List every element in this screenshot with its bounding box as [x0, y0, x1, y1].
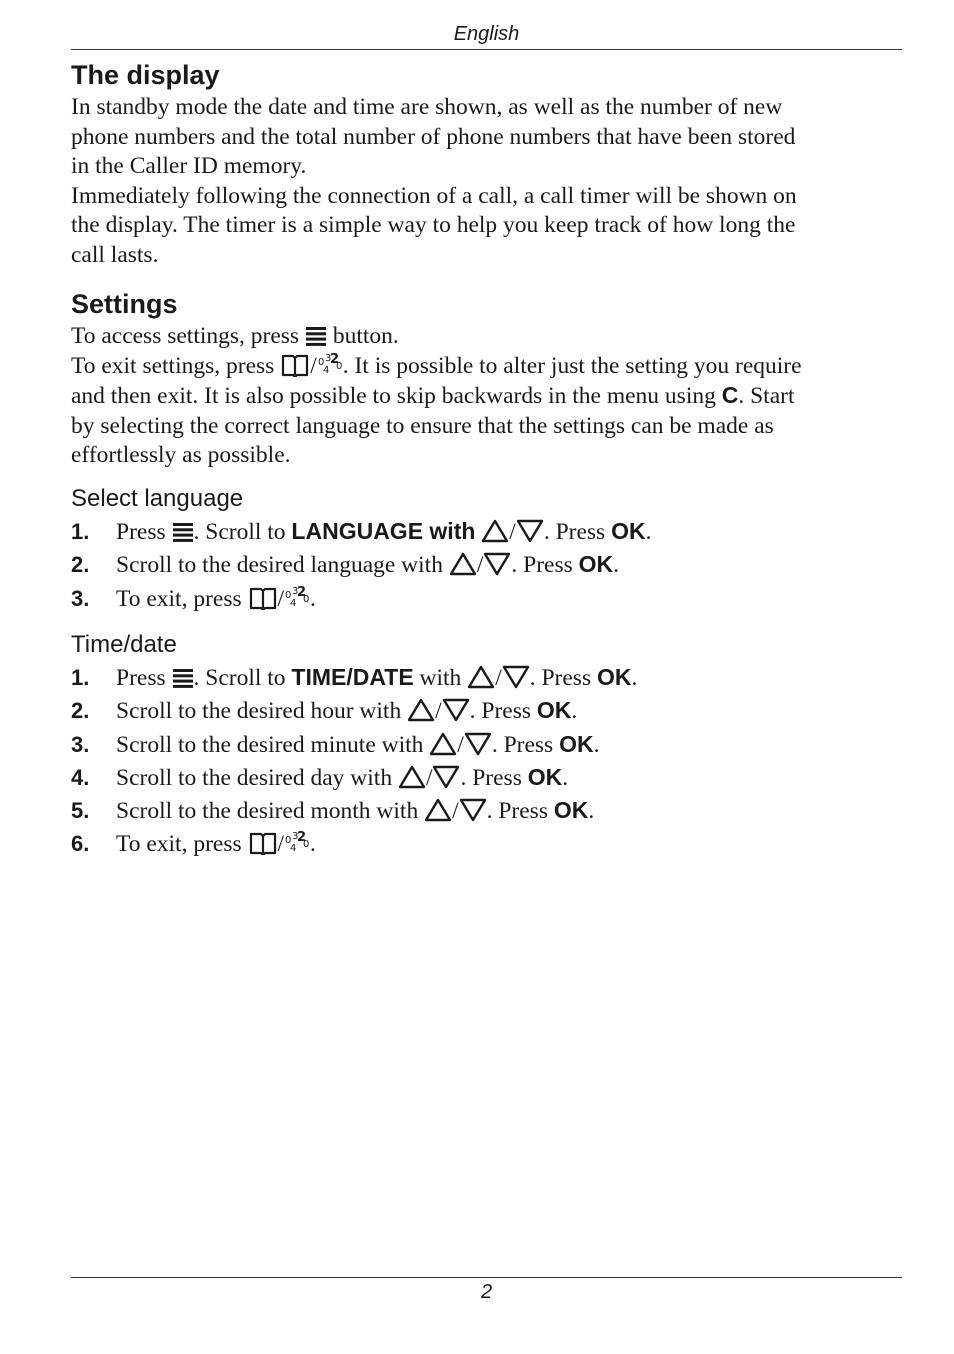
list-item — [71, 582, 316, 615]
slash: / — [277, 831, 285, 857]
list-item — [71, 661, 637, 694]
step-text: Press — [116, 519, 166, 545]
slash: / — [457, 732, 464, 758]
list-item — [71, 761, 568, 794]
triangle-up-icon — [424, 798, 452, 822]
triangle-down-icon — [432, 765, 460, 789]
step-text: Press — [116, 665, 166, 691]
ok-key-label: OK — [611, 518, 646, 544]
ok-key-label: OK — [553, 797, 589, 823]
step-number: 5. — [71, 798, 90, 823]
slash: / — [476, 552, 484, 578]
settings-line-4: by selecting the correct language to ensure that the settings can be made as — [71, 412, 774, 439]
step-text: . Press — [486, 798, 548, 824]
step-text: Scroll to the desired day with — [116, 765, 393, 791]
step-text: with — [419, 665, 462, 691]
slash: / — [509, 519, 516, 545]
step-number: 3. — [71, 586, 90, 611]
triangle-up-icon — [398, 765, 426, 789]
step-number: 6. — [71, 831, 90, 856]
step-number: 1. — [71, 665, 90, 690]
triangle-down-icon — [442, 698, 470, 722]
svg-text:2: 2 — [297, 831, 307, 845]
ok-key-label: OK — [578, 551, 614, 577]
menu-option-label: LANGUAGE with — [291, 518, 476, 544]
list-item — [71, 548, 619, 581]
phonebook-icon — [248, 831, 278, 855]
triangle-down-icon — [516, 519, 544, 543]
svg-text:4: 4 — [290, 843, 297, 854]
slash: / — [452, 798, 459, 824]
svg-text:0: 0 — [335, 360, 343, 372]
settings-text: . Start — [738, 383, 795, 410]
settings-section-body — [71, 322, 911, 471]
settings-section-title: Settings — [71, 289, 178, 319]
step-number: 1. — [71, 519, 90, 544]
body-line: call lasts. — [71, 241, 159, 268]
step-end: . — [631, 665, 638, 691]
settings-line-1 — [71, 322, 911, 352]
step-text: To exit, press — [116, 586, 242, 612]
body-line: the display. The timer is a simple way to help you keep track of how long the — [71, 212, 796, 239]
step-end: . — [310, 586, 316, 612]
step-text: Scroll to the desired hour with — [116, 698, 402, 724]
display-section-title: The display — [71, 60, 220, 90]
settings-line-5: effortlessly as possible. — [71, 442, 291, 469]
settings-text: To access settings, press — [71, 323, 300, 349]
step-end: . — [571, 698, 578, 724]
step-text: Scroll to the desired minute with — [116, 732, 424, 758]
step-end: . — [593, 732, 600, 758]
step-end: . — [588, 798, 595, 824]
settings-text: and then exit. It is also possible to skip backwards in the menu using — [71, 383, 716, 410]
phonebook-icon — [248, 586, 278, 610]
step-number: 3. — [71, 732, 90, 757]
step-text: . Press — [491, 732, 554, 758]
svg-text:2: 2 — [329, 352, 339, 367]
list-item — [71, 794, 594, 827]
triangle-up-icon — [467, 665, 495, 689]
triangle-down-icon — [464, 732, 492, 756]
triangle-up-icon — [481, 519, 509, 543]
step-text: Scroll to the desired month with — [116, 798, 419, 824]
body-line: phone numbers and the total number of phone numbers that have been stored — [71, 123, 796, 150]
step-text: . Scroll to — [193, 519, 286, 545]
time-date-title: Time/date — [71, 631, 177, 658]
menu-icon — [172, 521, 194, 543]
triangle-down-icon — [483, 552, 511, 576]
running-header: English — [453, 23, 520, 45]
svg-text:3: 3 — [324, 352, 332, 364]
menu-option-label: TIME/DATE — [291, 664, 414, 690]
list-item — [71, 694, 577, 727]
svg-text:2: 2 — [297, 586, 307, 600]
step-text: . Press — [511, 552, 573, 578]
settings-text: button. — [332, 323, 399, 349]
step-text: . Press — [543, 519, 606, 545]
slash: / — [425, 765, 433, 791]
list-item — [71, 515, 651, 548]
step-end: . — [645, 519, 652, 545]
list-item — [71, 728, 599, 761]
menu-icon — [172, 667, 194, 689]
svg-text:3: 3 — [292, 586, 299, 597]
step-text: . Press — [460, 765, 522, 791]
keypad-icon — [284, 831, 310, 855]
settings-line-3 — [71, 381, 911, 412]
body-line: Immediately following the connection of a call, a call timer will be shown on — [71, 182, 797, 209]
settings-text: . It is possible to alter just the setting you require — [342, 352, 802, 379]
body-line: in the Caller ID memory. — [71, 153, 307, 180]
header-rule — [71, 49, 902, 50]
step-text: . Scroll to — [193, 665, 286, 691]
step-text: . Press — [529, 665, 592, 691]
c-key-label: C — [721, 382, 739, 409]
ok-key-label: OK — [536, 697, 572, 723]
step-number: 2. — [71, 552, 90, 577]
svg-text:0: 0 — [317, 356, 325, 368]
settings-text: To exit settings, press — [71, 352, 275, 379]
svg-text:3: 3 — [292, 831, 299, 842]
ok-key-label: OK — [596, 664, 632, 690]
svg-text:0: 0 — [303, 594, 310, 605]
svg-text:4: 4 — [322, 364, 330, 376]
body-line: In standby mode the date and time are shown, as well as the number of new — [71, 94, 783, 120]
step-text: Scroll to the desired language with — [116, 552, 443, 578]
keypad-icon — [284, 586, 310, 610]
step-text: To exit, press — [116, 831, 242, 857]
svg-text:0: 0 — [303, 839, 310, 850]
ok-key-label: OK — [527, 764, 563, 790]
ok-key-label: OK — [559, 731, 594, 757]
slash: / — [435, 698, 442, 724]
step-end: . — [613, 552, 619, 578]
triangle-up-icon — [429, 732, 457, 756]
triangle-down-icon — [502, 665, 530, 689]
list-item — [71, 827, 316, 860]
select-language-title: Select language — [71, 485, 244, 512]
settings-line-2 — [71, 352, 911, 382]
page-number: 2 — [480, 1281, 493, 1303]
footer-rule — [71, 1277, 902, 1278]
triangle-up-icon — [407, 698, 435, 722]
slash: / — [277, 586, 285, 612]
slash: / — [310, 352, 317, 379]
svg-text:0: 0 — [285, 835, 292, 846]
step-number: 2. — [71, 698, 90, 723]
step-number: 4. — [71, 765, 90, 790]
keypad-icon — [317, 353, 343, 377]
svg-text:0: 0 — [285, 590, 292, 601]
step-end: . — [562, 765, 569, 791]
slash: / — [495, 665, 502, 691]
menu-icon — [305, 325, 327, 347]
step-text: . Press — [469, 698, 531, 724]
triangle-down-icon — [459, 798, 487, 822]
display-section-body — [71, 93, 911, 271]
phonebook-icon — [280, 353, 310, 377]
triangle-up-icon — [449, 552, 477, 576]
svg-text:4: 4 — [290, 598, 297, 609]
step-end: . — [310, 831, 316, 857]
